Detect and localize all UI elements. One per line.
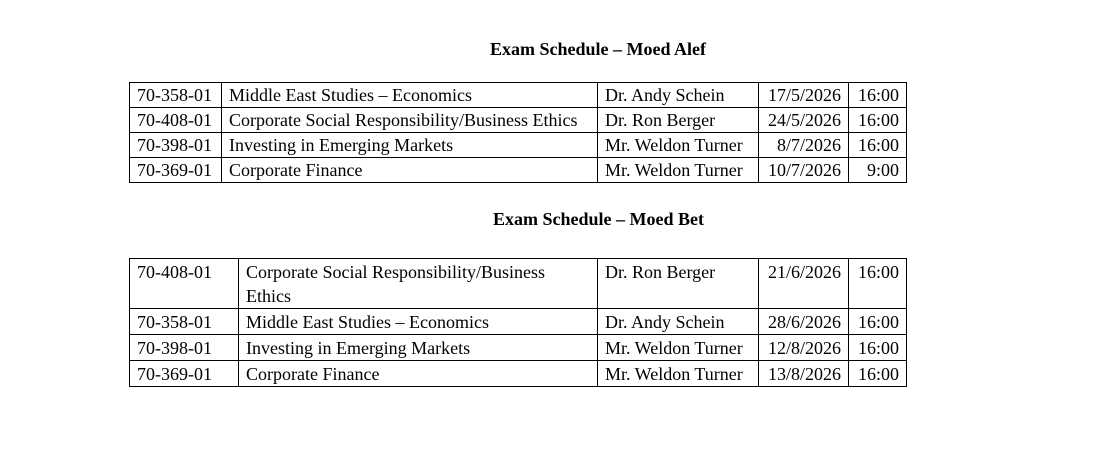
lecturer: Mr. Weldon Turner bbox=[598, 361, 759, 387]
course-name: Corporate Social Responsibility/Business Ethics bbox=[222, 108, 598, 133]
course-code: 70-358-01 bbox=[130, 309, 239, 335]
course-code: 70-408-01 bbox=[130, 259, 239, 309]
moed-alef-table bbox=[129, 82, 907, 183]
table-row bbox=[130, 158, 907, 183]
lecturer: Mr. Weldon Turner bbox=[598, 133, 759, 158]
moed-alef-heading: Exam Schedule – Moed Alef bbox=[490, 39, 706, 59]
exam-date: 17/5/2026 bbox=[759, 83, 849, 108]
exam-date: 28/6/2026 bbox=[759, 309, 849, 335]
exam-time: 16:00 bbox=[849, 83, 907, 108]
exam-time: 9:00 bbox=[849, 158, 907, 183]
course-code: 70-408-01 bbox=[130, 108, 222, 133]
course-name: Investing in Emerging Markets bbox=[239, 335, 598, 361]
course-name: Investing in Emerging Markets bbox=[222, 133, 598, 158]
lecturer: Dr. Ron Berger bbox=[598, 259, 759, 309]
course-code: 70-369-01 bbox=[130, 158, 222, 183]
exam-date: 10/7/2026 bbox=[759, 158, 849, 183]
course-code: 70-358-01 bbox=[130, 83, 222, 108]
table-row bbox=[130, 309, 907, 335]
lecturer: Dr. Andy Schein bbox=[598, 83, 759, 108]
exam-time: 16:00 bbox=[849, 361, 907, 387]
course-name: Corporate Social Responsibility/Business Ethics bbox=[239, 259, 598, 309]
table-row bbox=[130, 133, 907, 158]
exam-time: 16:00 bbox=[849, 259, 907, 309]
course-code: 70-369-01 bbox=[130, 361, 239, 387]
course-code: 70-398-01 bbox=[130, 335, 239, 361]
course-code: 70-398-01 bbox=[130, 133, 222, 158]
moed-bet-heading: Exam Schedule – Moed Bet bbox=[493, 209, 704, 229]
exam-time: 16:00 bbox=[849, 108, 907, 133]
exam-time: 16:00 bbox=[849, 335, 907, 361]
exam-time: 16:00 bbox=[849, 309, 907, 335]
exam-time: 16:00 bbox=[849, 133, 907, 158]
lecturer: Mr. Weldon Turner bbox=[598, 158, 759, 183]
exam-date: 13/8/2026 bbox=[759, 361, 849, 387]
exam-date: 24/5/2026 bbox=[759, 108, 849, 133]
table-row bbox=[130, 259, 907, 309]
course-name: Middle East Studies – Economics bbox=[222, 83, 598, 108]
lecturer: Mr. Weldon Turner bbox=[598, 335, 759, 361]
exam-date: 8/7/2026 bbox=[759, 133, 849, 158]
course-name: Corporate Finance bbox=[239, 361, 598, 387]
table-row bbox=[130, 361, 907, 387]
exam-date: 21/6/2026 bbox=[759, 259, 849, 309]
table-row bbox=[130, 83, 907, 108]
lecturer: Dr. Andy Schein bbox=[598, 309, 759, 335]
course-name: Middle East Studies – Economics bbox=[239, 309, 598, 335]
lecturer: Dr. Ron Berger bbox=[598, 108, 759, 133]
table-row bbox=[130, 108, 907, 133]
exam-date: 12/8/2026 bbox=[759, 335, 849, 361]
course-name: Corporate Finance bbox=[222, 158, 598, 183]
moed-bet-table bbox=[129, 258, 907, 387]
table-row bbox=[130, 335, 907, 361]
